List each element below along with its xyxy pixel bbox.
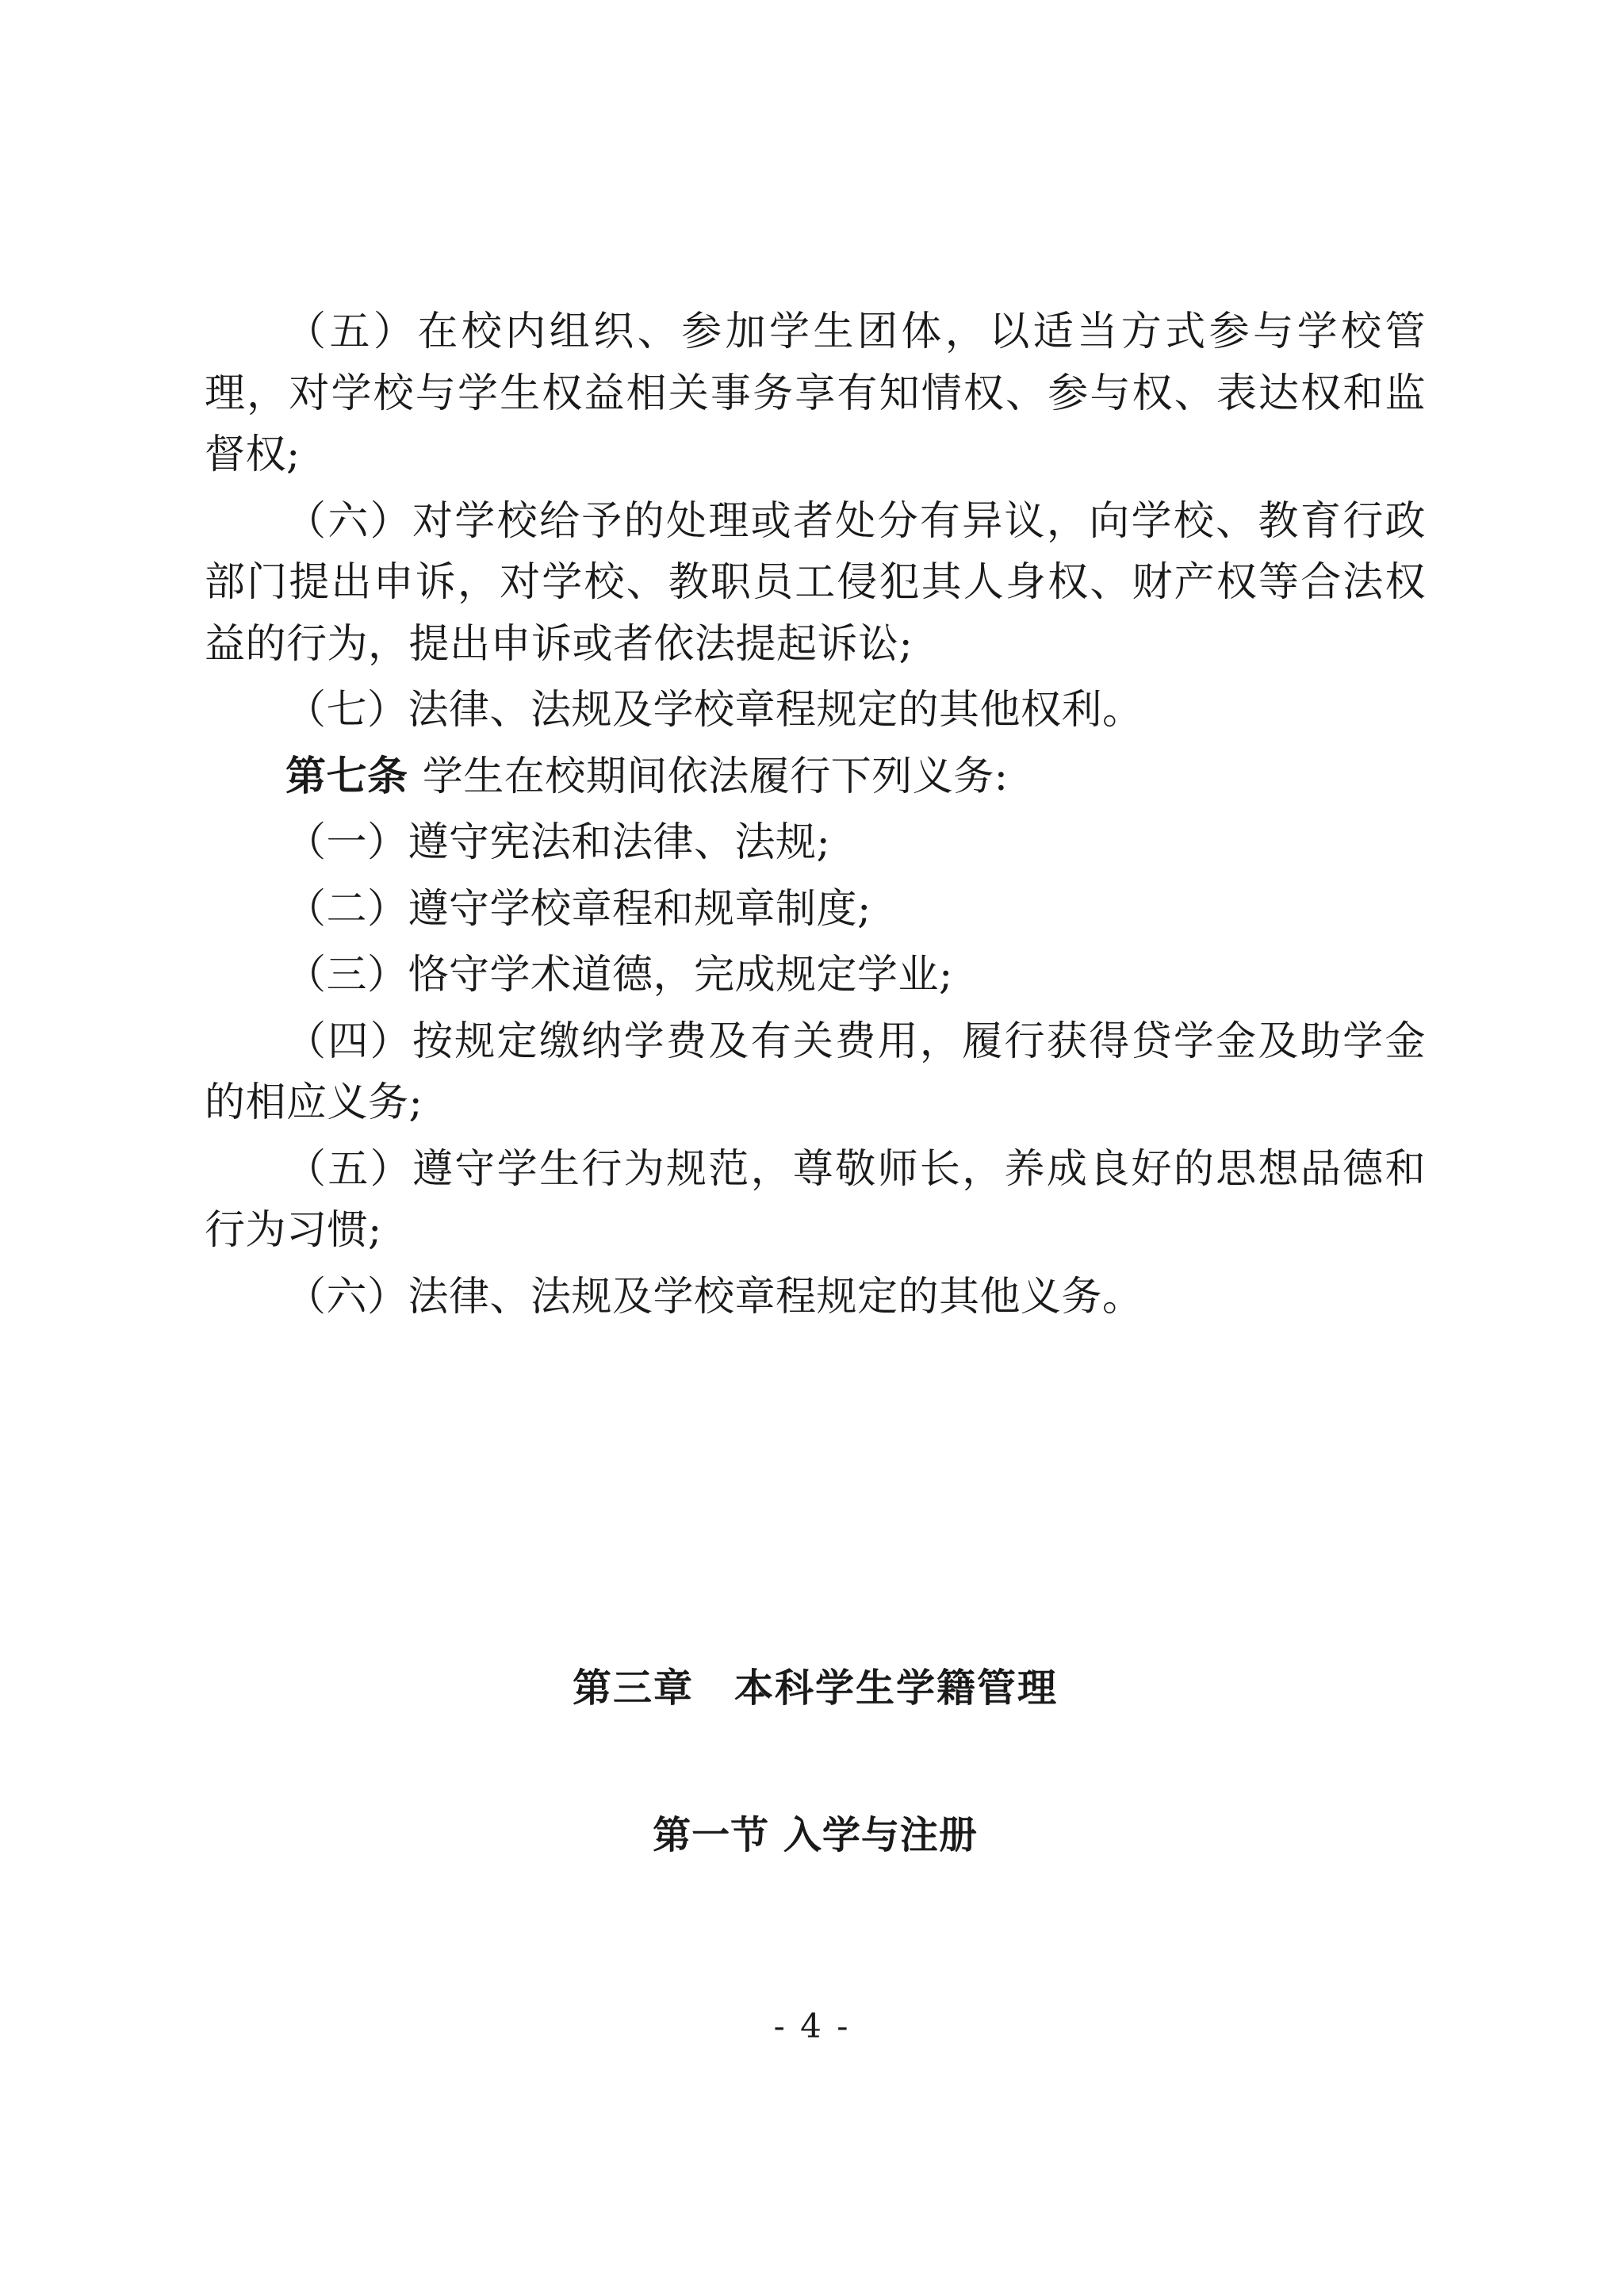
page-number: - 4 - xyxy=(773,2007,851,2045)
paragraph-article-7 xyxy=(205,746,1426,808)
paragraph-duties-item-6: （六）法律、法规及学校章程规定的其他义务。 xyxy=(285,1273,1143,1320)
document-body xyxy=(205,301,1426,1332)
paragraph-duties-item-5: （五）遵守学生行为规范，尊敬师长，养成良好的思想品德和行为习惯; xyxy=(205,1145,1426,1255)
paragraph-duties-item-4: （四）按规定缴纳学费及有关费用，履行获得贷学金及助学金的相应义务; xyxy=(205,1018,1426,1127)
article-number-label: 第七条 xyxy=(285,752,423,800)
paragraph-rights-item-5: （五）在校内组织、参加学生团体，以适当方式参与学校管理，对学校与学生权益相关事务享有知情权、参与权、表达权和监督权; xyxy=(205,309,1426,479)
paragraph-rights-item-7: （七）法律、法规及学校章程规定的其他权利。 xyxy=(285,687,1143,734)
paragraph-duties-item-3: （三）恪守学术道德，完成规定学业; xyxy=(285,952,953,999)
paragraph-duties-item-2: （二）遵守学校章程和规章制度; xyxy=(285,885,871,933)
article-7-text: 学生在校期间依法履行下列义务: xyxy=(422,753,1009,800)
chapter-heading: 第三章 本科学生学籍管理 xyxy=(572,1667,1058,1710)
section-heading: 第一节 入学与注册 xyxy=(653,1813,978,1857)
paragraph-duties-item-1: （一）遵守宪法和法律、法规; xyxy=(285,819,831,867)
chapter-heading-container xyxy=(205,1658,1426,1713)
section-heading-container xyxy=(205,1804,1426,1859)
paragraph-rights-item-6: （六）对学校给予的处理或者处分有异议，向学校、教育行政部门提出申诉，对学校、教职员工侵犯其人身权、财产权等合法权益的行为，提出申诉或者依法提起诉讼; xyxy=(205,497,1426,668)
